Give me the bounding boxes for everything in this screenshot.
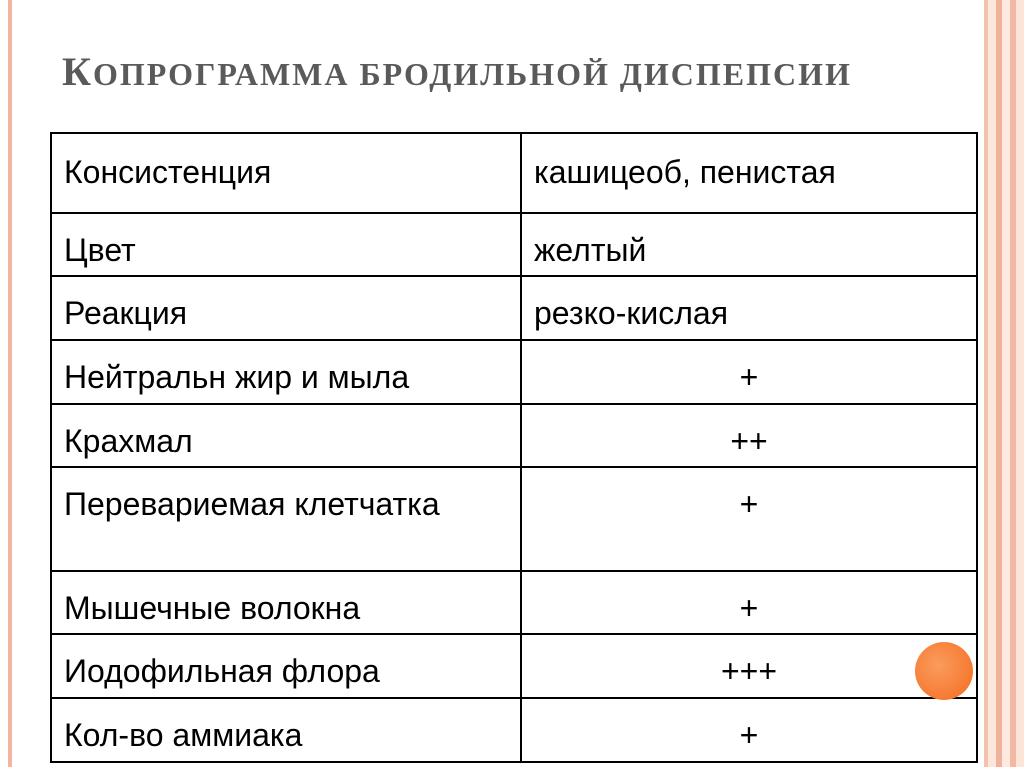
property-cell: Крахмал <box>51 404 521 467</box>
table-row <box>51 467 977 571</box>
table-row <box>51 404 977 467</box>
table-row <box>51 133 977 213</box>
property-cell: Нейтральн жир и мыла <box>51 340 521 404</box>
property-cell: Цвет <box>51 213 521 276</box>
orange-circle-decoration <box>915 642 973 700</box>
property-cell: Реакция <box>51 276 521 340</box>
property-cell: Мышечные волокна <box>51 571 521 634</box>
property-cell: Перевариемая клетчатка <box>51 467 521 571</box>
slide-title <box>62 49 852 94</box>
slide-title-initial: К <box>62 49 94 94</box>
slide-title-rest: ОПРОГРАММА БРОДИЛЬНОЙ ДИСПЕПСИИ <box>93 56 852 92</box>
value-cell: + <box>521 571 977 634</box>
value-cell: кашицеоб, пенистая <box>521 133 977 213</box>
value-cell: +++ <box>521 634 977 698</box>
value-cell: резко-кислая <box>521 276 977 340</box>
value-cell: + <box>521 467 977 571</box>
value-cell: + <box>521 340 977 404</box>
table-row <box>51 571 977 634</box>
table-row <box>51 340 977 404</box>
property-cell: Консистенция <box>51 133 521 213</box>
value-cell: ++ <box>521 404 977 467</box>
table-row <box>51 213 977 276</box>
coprogram-table <box>50 132 978 763</box>
slide-border-left <box>8 0 12 767</box>
slide-border-right <box>978 0 1024 767</box>
value-cell: + <box>521 698 977 762</box>
table-row <box>51 276 977 340</box>
property-cell: Кол-во аммиака <box>51 698 521 762</box>
value-cell: желтый <box>521 213 977 276</box>
table-row <box>51 698 977 762</box>
table-row <box>51 634 977 698</box>
property-cell: Иодофильная флора <box>51 634 521 698</box>
